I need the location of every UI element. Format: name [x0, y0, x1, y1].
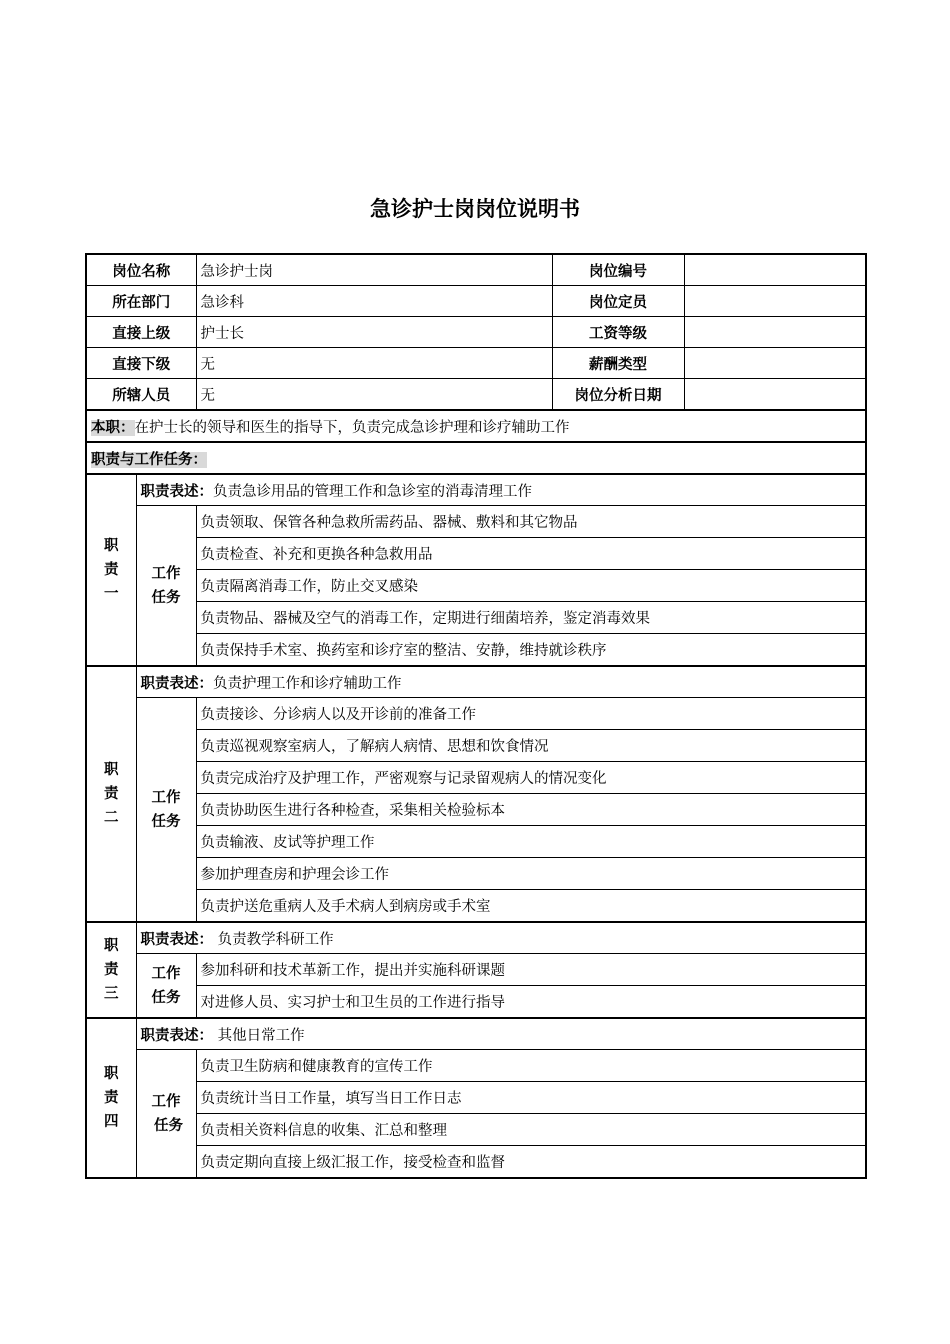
duty-name: 职 责 一: [86, 474, 136, 666]
info-label: 所在部门: [86, 286, 196, 317]
info-label: 工资等级: [552, 317, 684, 348]
task-row: [86, 794, 866, 826]
duty-name: 职 责 三: [86, 922, 136, 1018]
duty-desc-label: 职责表述：: [140, 1027, 213, 1044]
task-item: 对进修人员、实习护士和卫生员的工作进行指导: [196, 986, 866, 1019]
task-item: 负责检查、补充和更换各种急救用品: [196, 538, 866, 570]
info-value: [684, 286, 866, 317]
duty-name: 职 责 四: [86, 1018, 136, 1178]
job-description-table: [85, 253, 867, 1179]
page-title: 急诊护士岗岗位说明书: [370, 197, 580, 221]
summary-cell: [86, 410, 866, 442]
info-value: 无: [196, 379, 552, 411]
info-label: 所辖人员: [86, 379, 196, 411]
info-value: [684, 317, 866, 348]
duty-desc-cell: [136, 1018, 866, 1050]
info-row: [86, 286, 866, 317]
info-value: 无: [196, 348, 552, 379]
task-row: [86, 1146, 866, 1179]
task-row: [86, 762, 866, 794]
duty-desc-text: 负责教学科研工作: [213, 931, 334, 948]
task-row: [86, 634, 866, 667]
info-value: [684, 254, 866, 286]
duty-desc-label: 职责表述：: [140, 675, 213, 692]
task-item: 负责护送危重病人及手术病人到病房或手术室: [196, 890, 866, 923]
task-item: 负责定期向直接上级汇报工作，接受检查和监督: [196, 1146, 866, 1179]
info-label: 岗位编号: [552, 254, 684, 286]
task-item: 参加护理查房和护理会诊工作: [196, 858, 866, 890]
task-item: 负责完成治疗及护理工作，严密观察与记录留观病人的情况变化: [196, 762, 866, 794]
info-value: [684, 379, 866, 411]
task-row: [86, 1114, 866, 1146]
duties-header-label: 职责与工作任务：: [91, 451, 207, 468]
task-row: [86, 890, 866, 923]
info-row: [86, 317, 866, 348]
info-label: 岗位名称: [86, 254, 196, 286]
task-label: 工作 任务: [136, 506, 196, 667]
task-item: 负责输液、皮试等护理工作: [196, 826, 866, 858]
duty-desc-cell: [136, 922, 866, 954]
task-row: [86, 1082, 866, 1114]
info-value: 急诊护士岗: [196, 254, 552, 286]
task-row: [86, 858, 866, 890]
duty-desc-text: 负责急诊用品的管理工作和急诊室的消毒清理工作: [213, 483, 532, 500]
summary-row: [86, 410, 866, 442]
task-item: 负责接诊、分诊病人以及开诊前的准备工作: [196, 698, 866, 730]
info-value: 急诊科: [196, 286, 552, 317]
duty-desc-label: 职责表述：: [140, 931, 213, 948]
info-value: 护士长: [196, 317, 552, 348]
duty-desc-row: [86, 1018, 866, 1050]
info-row: [86, 348, 866, 379]
task-row: [86, 1050, 866, 1082]
task-item: 负责隔离消毒工作，防止交叉感染: [196, 570, 866, 602]
info-label: 薪酬类型: [552, 348, 684, 379]
info-value: [684, 348, 866, 379]
duty-desc-label: 职责表述：: [140, 483, 213, 500]
task-item: 负责统计当日工作量，填写当日工作日志: [196, 1082, 866, 1114]
task-row: [86, 506, 866, 538]
info-label: 直接上级: [86, 317, 196, 348]
info-label: 直接下级: [86, 348, 196, 379]
duty-desc-text: 负责护理工作和诊疗辅助工作: [213, 675, 402, 692]
task-item: 负责卫生防病和健康教育的宣传工作: [196, 1050, 866, 1082]
task-row: [86, 602, 866, 634]
info-label: 岗位定员: [552, 286, 684, 317]
task-row: [86, 954, 866, 986]
task-item: 负责保持手术室、换药室和诊疗室的整洁、安静，维持就诊秩序: [196, 634, 866, 667]
task-item: 负责巡视观察室病人，了解病人病情、思想和饮食情况: [196, 730, 866, 762]
duty-desc-row: [86, 666, 866, 698]
duty-desc-text: 其他日常工作: [213, 1027, 305, 1044]
task-label: 工作 任务: [136, 954, 196, 1019]
task-row: [86, 570, 866, 602]
summary-label: 本职：: [91, 419, 135, 436]
duty-desc-row: [86, 922, 866, 954]
info-label: 岗位分析日期: [552, 379, 684, 411]
duties-header: [86, 442, 866, 474]
duties-header-row: [86, 442, 866, 474]
duty-desc-cell: [136, 666, 866, 698]
task-label: 工作 任务: [136, 1050, 196, 1179]
duty-desc-cell: [136, 474, 866, 506]
duty-desc-row: [86, 474, 866, 506]
task-item: 参加科研和技术革新工作，提出并实施科研课题: [196, 954, 866, 986]
info-row: [86, 254, 866, 286]
task-item: 负责相关资料信息的收集、汇总和整理: [196, 1114, 866, 1146]
task-row: [86, 730, 866, 762]
task-row: [86, 538, 866, 570]
task-row: [86, 826, 866, 858]
task-item: 负责领取、保管各种急救所需药品、器械、敷料和其它物品: [196, 506, 866, 538]
task-item: 负责物品、器械及空气的消毒工作，定期进行细菌培养，鉴定消毒效果: [196, 602, 866, 634]
duty-name: 职 责 二: [86, 666, 136, 922]
task-row: [86, 698, 866, 730]
summary-text: 在护士长的领导和医生的指导下，负责完成急诊护理和诊疗辅助工作: [134, 419, 570, 436]
task-item: 负责协助医生进行各种检查，采集相关检验标本: [196, 794, 866, 826]
info-row: [86, 379, 866, 411]
task-row: [86, 986, 866, 1019]
task-label: 工作 任务: [136, 698, 196, 923]
